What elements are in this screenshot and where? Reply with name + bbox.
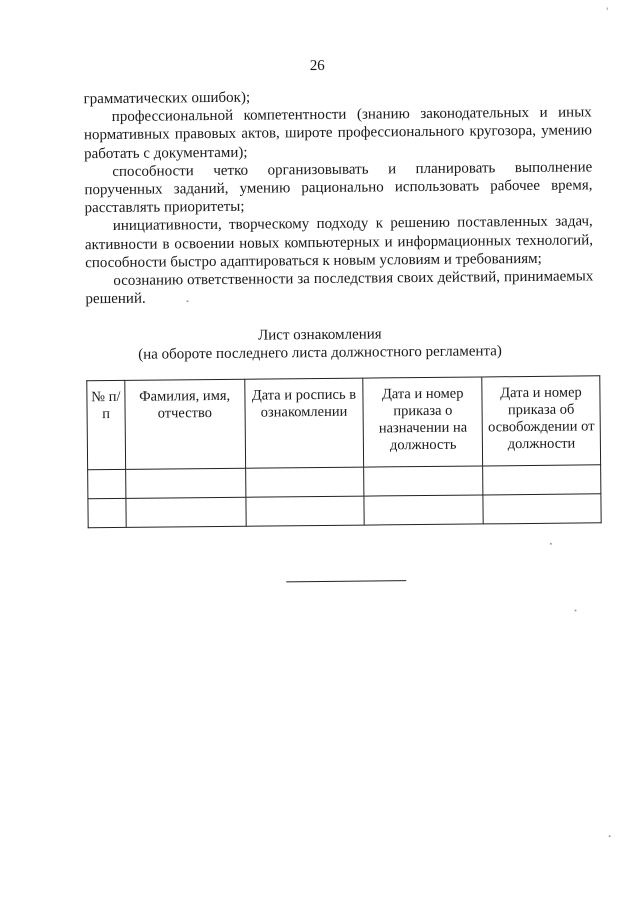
scan-speck [609, 835, 611, 837]
acknowledgment-sheet-title: Лист ознакомления [257, 326, 382, 344]
table-header-row [87, 376, 601, 470]
table-cell [245, 496, 364, 526]
header-date-signature: Дата и роспись в ознакомлении [244, 378, 364, 468]
table-cell [245, 467, 364, 497]
header-full-name: Фамилия, имя, отчество [125, 379, 246, 469]
acknowledgment-table [86, 375, 601, 528]
table-cell [126, 468, 246, 498]
paragraph-grammar: грамматических ошибок); [83, 89, 251, 108]
table-cell [483, 494, 601, 524]
scan-speck [550, 543, 552, 545]
paragraph-competence: профессиональной компетентности (знанию законодательных и иных нормативных правовых актов, широте профессионального кругозора, умению работать с документами); [83, 104, 592, 162]
header-dismissal-order: Дата и номер приказа об освобождении от должности [482, 376, 601, 466]
paragraph-organization: способности четко организовывать и планировать выполнение порученных заданий, умению рационально использовать рабочее время, расставлять приоритеты; [84, 159, 593, 217]
scan-speck [607, 7, 608, 10]
body-text [83, 85, 593, 308]
table-cell [364, 466, 483, 496]
table-cell [88, 469, 126, 498]
table-cell [364, 495, 483, 525]
table-cell [483, 465, 601, 495]
table-row [88, 494, 601, 528]
table-cell [126, 497, 246, 527]
header-number: № п/п [87, 380, 126, 469]
signature-line [286, 580, 406, 582]
table-cell [88, 498, 126, 527]
page-number: 26 [309, 57, 325, 75]
scan-speck [575, 610, 577, 612]
acknowledgment-sheet-subtitle: (на обороте последнего листа должностного регламента) [138, 343, 502, 363]
header-appointment-order: Дата и номер приказа о назначении на должность [363, 377, 483, 467]
scan-speck [187, 300, 189, 302]
paragraph-responsibility: осознанию ответственности за последствия своих действий, принимаемых решений. [85, 268, 594, 308]
paragraph-initiative: инициативности, творческому подходу к решению поставленных задач, активности в освоении новых компьютерных и информационных технологий, способности быстро адаптироваться к новым условиям и требованиям; [84, 213, 594, 272]
